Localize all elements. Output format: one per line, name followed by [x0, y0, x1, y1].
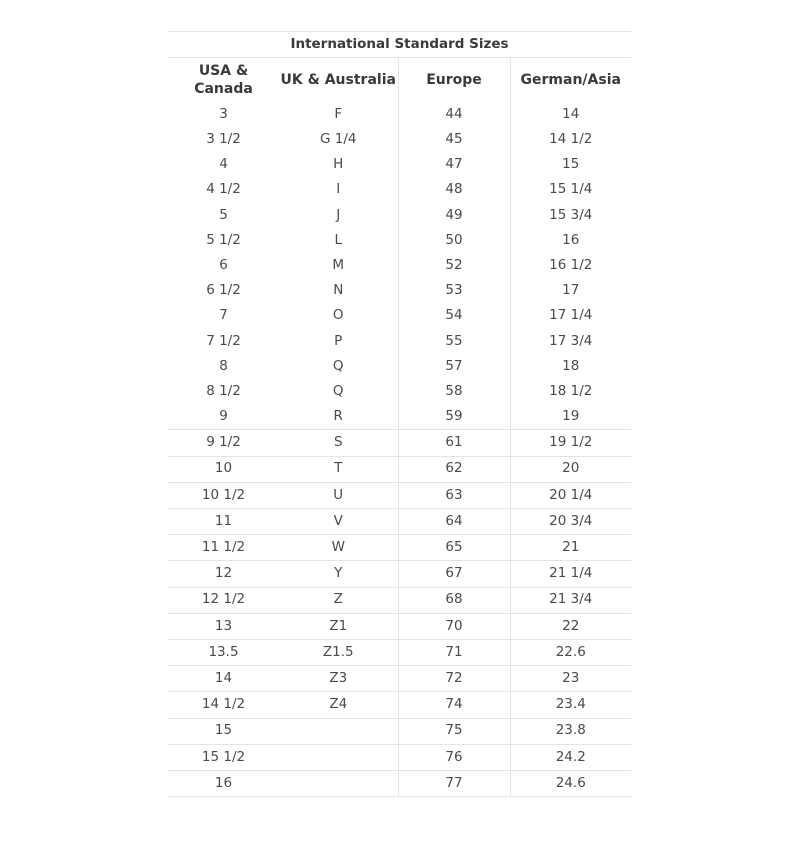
- table-row: [168, 304, 631, 329]
- cell-uk-australia: P: [279, 329, 398, 354]
- table-row: [168, 561, 631, 587]
- cell-uk-australia: H: [279, 152, 398, 177]
- cell-europe: 49: [398, 203, 510, 228]
- table-header-row: [168, 58, 631, 103]
- cell-german-asia: 14: [562, 105, 580, 122]
- cell-europe: 75: [398, 718, 510, 744]
- cell-europe: 50: [398, 228, 510, 253]
- cell-europe: 48: [398, 178, 510, 203]
- table-row: [168, 535, 631, 561]
- cell-german-asia: 23.4: [510, 692, 631, 718]
- cell-german-asia: 21 1/4: [510, 561, 631, 587]
- table-row: [168, 666, 631, 692]
- header-europe: Europe: [398, 58, 510, 103]
- cell-uk-australia: Z1: [279, 613, 398, 639]
- table-row: [168, 718, 631, 744]
- table-row: [168, 613, 631, 639]
- cell-german-asia: 20: [510, 456, 631, 482]
- cell-german-asia: 19 1/2: [510, 430, 631, 456]
- cell-german-asia: 14 1/2: [549, 131, 593, 148]
- cell-usa-canada: 6: [219, 256, 228, 273]
- cell-europe: 63: [398, 482, 510, 508]
- table-row: [168, 354, 631, 379]
- cell-uk-australia: F: [279, 102, 398, 127]
- table-row: [168, 329, 631, 354]
- cell-uk-australia: [279, 770, 398, 796]
- table-row: [168, 587, 631, 613]
- cell-usa-canada: 15: [168, 718, 279, 744]
- cell-uk-australia: [279, 744, 398, 770]
- header-usa-line2: Canada: [194, 81, 253, 97]
- cell-usa-canada: 4: [219, 156, 228, 173]
- cell-europe: 74: [398, 692, 510, 718]
- cell-usa-canada: 10 1/2: [168, 482, 279, 508]
- cell-usa-canada: 13.5: [168, 639, 279, 665]
- size-conversion-table: [168, 31, 631, 797]
- cell-usa-canada: 3 1/2: [206, 131, 241, 148]
- cell-usa-canada: 12 1/2: [168, 587, 279, 613]
- cell-europe: 67: [398, 561, 510, 587]
- cell-europe: 47: [398, 152, 510, 177]
- table-row: [168, 102, 631, 127]
- table-row: [168, 278, 631, 303]
- cell-europe: 64: [398, 509, 510, 535]
- cell-usa-canada: 9 1/2: [168, 430, 279, 456]
- cell-uk-australia: W: [279, 535, 398, 561]
- cell-german-asia: 17 3/4: [549, 332, 593, 349]
- cell-usa-canada: 6 1/2: [206, 282, 241, 299]
- cell-uk-australia: Z1.5: [279, 639, 398, 665]
- cell-europe: 61: [398, 430, 510, 456]
- cell-usa-canada: 14 1/2: [168, 692, 279, 718]
- cell-usa-canada: 12: [168, 561, 279, 587]
- cell-german-asia: 22.6: [510, 639, 631, 665]
- table-row: [168, 404, 631, 430]
- cell-usa-canada: 5 1/2: [206, 231, 241, 248]
- cell-europe: 45: [398, 127, 510, 152]
- table-row: [168, 770, 631, 796]
- cell-usa-canada: 4 1/2: [206, 181, 241, 198]
- cell-europe: 71: [398, 639, 510, 665]
- cell-uk-australia: I: [279, 178, 398, 203]
- cell-german-asia: 16 1/2: [549, 256, 593, 273]
- header-usa-line1: USA &: [198, 62, 249, 79]
- cell-german-asia: 22: [510, 613, 631, 639]
- cell-german-asia: 18 1/2: [549, 382, 593, 399]
- cell-german-asia: 19: [562, 408, 580, 425]
- cell-german-asia: 23.8: [510, 718, 631, 744]
- cell-uk-australia: V: [279, 509, 398, 535]
- cell-german-asia: 18: [562, 357, 580, 374]
- cell-usa-canada: 8: [219, 357, 228, 374]
- cell-german-asia: 17 1/4: [549, 307, 593, 324]
- cell-usa-canada: 8 1/2: [206, 382, 241, 399]
- cell-uk-australia: [279, 718, 398, 744]
- cell-uk-australia: Z3: [279, 666, 398, 692]
- table-row: [168, 203, 631, 228]
- cell-uk-australia: M: [279, 253, 398, 278]
- cell-usa-canada: 5: [219, 206, 228, 223]
- cell-usa-canada: 11 1/2: [168, 535, 279, 561]
- cell-german-asia: 21: [510, 535, 631, 561]
- cell-uk-australia: G 1/4: [279, 127, 398, 152]
- cell-europe: 72: [398, 666, 510, 692]
- table-row: [168, 253, 631, 278]
- table-row: [168, 379, 631, 404]
- cell-europe: 54: [398, 304, 510, 329]
- table-row: [168, 127, 631, 152]
- cell-usa-canada: 14: [168, 666, 279, 692]
- cell-usa-canada: 9: [219, 408, 228, 425]
- cell-usa-canada: 7 1/2: [206, 332, 241, 349]
- table-title: International Standard Sizes: [168, 32, 631, 58]
- table-row: [168, 228, 631, 253]
- cell-uk-australia: L: [279, 228, 398, 253]
- cell-europe: 76: [398, 744, 510, 770]
- table-row: [168, 639, 631, 665]
- cell-uk-australia: N: [279, 278, 398, 303]
- table-row: [168, 152, 631, 177]
- cell-german-asia: 23: [510, 666, 631, 692]
- cell-usa-canada: 7: [219, 307, 228, 324]
- cell-uk-australia: Q: [279, 379, 398, 404]
- cell-german-asia: 15 1/4: [549, 181, 593, 198]
- cell-europe: 52: [398, 253, 510, 278]
- cell-europe: 44: [398, 102, 510, 127]
- cell-uk-australia: Z4: [279, 692, 398, 718]
- cell-europe: 53: [398, 278, 510, 303]
- cell-uk-australia: J: [279, 203, 398, 228]
- table-row: [168, 692, 631, 718]
- cell-usa-canada: 15 1/2: [168, 744, 279, 770]
- cell-usa-canada: 16: [168, 770, 279, 796]
- cell-german-asia: 15 3/4: [549, 206, 593, 223]
- cell-german-asia: 21 3/4: [510, 587, 631, 613]
- cell-german-asia: 17: [562, 282, 580, 299]
- cell-uk-australia: O: [279, 304, 398, 329]
- cell-german-asia: 16: [562, 231, 580, 248]
- cell-uk-australia: S: [279, 430, 398, 456]
- cell-europe: 77: [398, 770, 510, 796]
- table-row: [168, 482, 631, 508]
- cell-german-asia: 24.6: [510, 770, 631, 796]
- cell-uk-australia: R: [279, 404, 398, 430]
- cell-europe: 57: [398, 354, 510, 379]
- cell-europe: 70: [398, 613, 510, 639]
- cell-uk-australia: Y: [279, 561, 398, 587]
- cell-uk-australia: Q: [279, 354, 398, 379]
- cell-usa-canada: 10: [168, 456, 279, 482]
- table-body: [168, 102, 631, 797]
- cell-europe: 58: [398, 379, 510, 404]
- header-uk-australia: UK & Australia: [279, 58, 398, 103]
- header-usa-canada: [168, 58, 279, 103]
- cell-uk-australia: T: [279, 456, 398, 482]
- cell-europe: 65: [398, 535, 510, 561]
- table-row: [168, 456, 631, 482]
- table-row: [168, 178, 631, 203]
- cell-uk-australia: Z: [279, 587, 398, 613]
- cell-usa-canada: 13: [168, 613, 279, 639]
- table-row: [168, 430, 631, 456]
- cell-usa-canada: 11: [168, 509, 279, 535]
- cell-german-asia: 15: [562, 156, 580, 173]
- table-title-row: [168, 32, 631, 58]
- header-german-asia: German/Asia: [520, 71, 621, 88]
- table-row: [168, 509, 631, 535]
- cell-europe: 55: [398, 329, 510, 354]
- cell-german-asia: 20 3/4: [510, 509, 631, 535]
- cell-german-asia: 24.2: [510, 744, 631, 770]
- cell-europe: 59: [398, 404, 510, 430]
- cell-uk-australia: U: [279, 482, 398, 508]
- cell-german-asia: 20 1/4: [510, 482, 631, 508]
- table-row: [168, 744, 631, 770]
- cell-europe: 62: [398, 456, 510, 482]
- cell-europe: 68: [398, 587, 510, 613]
- cell-usa-canada: 3: [219, 105, 228, 122]
